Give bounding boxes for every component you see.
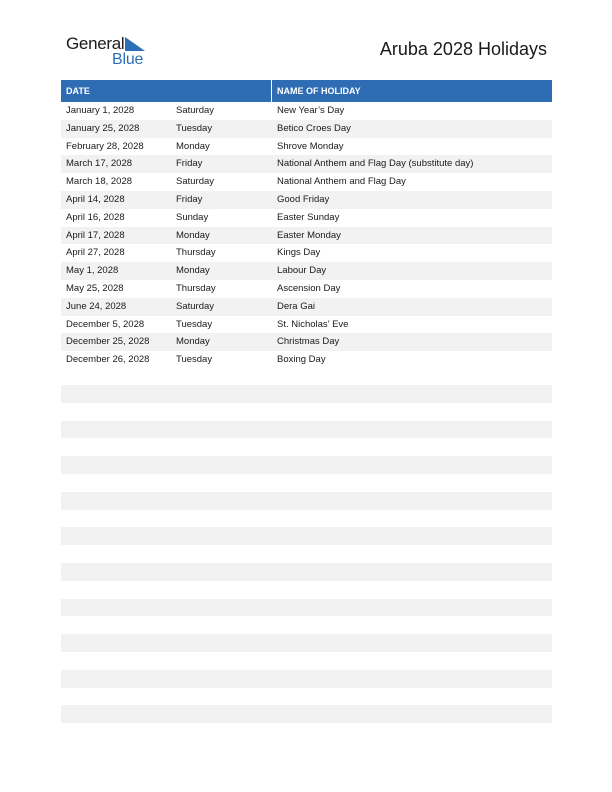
holiday-name: New Year’s Day bbox=[277, 105, 345, 116]
holiday-name: Dera Gai bbox=[277, 300, 316, 312]
table-row bbox=[61, 138, 552, 156]
holiday-name: Christmas Day bbox=[277, 336, 340, 348]
column-header-name: NAME OF HOLIDAY bbox=[277, 86, 361, 96]
table-row bbox=[61, 244, 552, 262]
page-title: Aruba 2028 Holidays bbox=[379, 39, 547, 59]
empty-row bbox=[61, 456, 552, 474]
table-row bbox=[61, 155, 552, 173]
holiday-date: December 5, 2028 bbox=[66, 318, 145, 330]
holiday-date: January 25, 2028 bbox=[66, 122, 140, 134]
table-row bbox=[61, 102, 552, 120]
holidays-table bbox=[61, 80, 552, 369]
table-row bbox=[61, 173, 552, 191]
empty-row bbox=[61, 474, 552, 492]
table-row bbox=[61, 316, 552, 334]
empty-row bbox=[61, 492, 552, 510]
holiday-weekday: Thursday bbox=[176, 247, 216, 259]
holiday-name: Kings Day bbox=[277, 247, 321, 259]
table-row bbox=[61, 209, 552, 227]
empty-row bbox=[61, 616, 552, 634]
empty-row bbox=[61, 688, 552, 706]
holiday-weekday: Tuesday bbox=[176, 354, 213, 366]
table-row bbox=[61, 280, 552, 298]
holiday-weekday: Monday bbox=[176, 229, 210, 241]
holiday-date: March 17, 2028 bbox=[66, 158, 133, 170]
table-row bbox=[61, 191, 552, 209]
holiday-weekday: Friday bbox=[176, 158, 203, 170]
holiday-name: Shrove Monday bbox=[277, 140, 344, 152]
holiday-date: February 28, 2028 bbox=[66, 140, 144, 152]
holiday-name: Ascension Day bbox=[277, 282, 341, 294]
empty-row bbox=[61, 510, 552, 528]
empty-row bbox=[61, 634, 552, 652]
holiday-weekday: Monday bbox=[176, 140, 210, 152]
column-header-date: DATE bbox=[66, 86, 90, 96]
holiday-weekday: Saturday bbox=[176, 176, 215, 188]
holiday-weekday: Sunday bbox=[176, 211, 209, 223]
holiday-date: December 25, 2028 bbox=[66, 336, 150, 348]
empty-row bbox=[61, 599, 552, 617]
empty-row bbox=[61, 652, 552, 670]
holiday-date: May 1, 2028 bbox=[66, 265, 119, 277]
empty-row bbox=[61, 581, 552, 599]
holiday-name: Easter Sunday bbox=[277, 211, 340, 223]
empty-row bbox=[61, 385, 552, 403]
holiday-weekday: Saturday bbox=[176, 105, 215, 116]
holiday-name: Boxing Day bbox=[277, 354, 326, 366]
holiday-date: April 17, 2028 bbox=[66, 229, 125, 241]
table-row bbox=[61, 227, 552, 245]
holiday-date: June 24, 2028 bbox=[66, 300, 127, 312]
logo-text-blue: Blue bbox=[112, 51, 144, 68]
holiday-name: Easter Monday bbox=[277, 229, 341, 241]
empty-row bbox=[61, 563, 552, 581]
table-row bbox=[61, 298, 552, 316]
table-row bbox=[61, 333, 552, 351]
holiday-weekday: Friday bbox=[176, 193, 203, 205]
generalblue-logo bbox=[66, 34, 166, 70]
holiday-weekday: Saturday bbox=[176, 300, 215, 312]
holiday-weekday: Monday bbox=[176, 336, 210, 348]
holiday-date: May 25, 2028 bbox=[66, 282, 124, 294]
table-header bbox=[61, 80, 552, 102]
holiday-weekday: Monday bbox=[176, 265, 210, 277]
holiday-name: Good Friday bbox=[277, 193, 330, 205]
empty-row bbox=[61, 527, 552, 545]
holiday-name: National Anthem and Flag Day bbox=[277, 176, 406, 188]
table-row bbox=[61, 120, 552, 138]
blank-table-rows bbox=[61, 385, 552, 723]
empty-row bbox=[61, 545, 552, 563]
table-body bbox=[61, 102, 552, 369]
empty-row bbox=[61, 705, 552, 723]
holiday-date: April 16, 2028 bbox=[66, 211, 125, 223]
holiday-date: December 26, 2028 bbox=[66, 354, 150, 366]
holiday-weekday: Tuesday bbox=[176, 318, 213, 330]
header-divider bbox=[271, 80, 272, 102]
logo-text-general: General bbox=[66, 34, 125, 53]
empty-row bbox=[61, 438, 552, 456]
empty-row bbox=[61, 421, 552, 439]
logo-triangle-icon bbox=[125, 37, 145, 51]
holiday-date: January 1, 2028 bbox=[66, 105, 135, 116]
holiday-name: St. Nicholas’ Eve bbox=[277, 318, 349, 330]
table-row bbox=[61, 351, 552, 369]
holiday-date: April 14, 2028 bbox=[66, 193, 125, 205]
holiday-name: National Anthem and Flag Day (substitute day) bbox=[277, 158, 474, 170]
empty-row bbox=[61, 670, 552, 688]
empty-row bbox=[61, 403, 552, 421]
holiday-weekday: Thursday bbox=[176, 282, 216, 294]
holiday-date: March 18, 2028 bbox=[66, 176, 133, 188]
holiday-weekday: Tuesday bbox=[176, 122, 213, 134]
table-row bbox=[61, 262, 552, 280]
holiday-name: Labour Day bbox=[277, 265, 327, 277]
holiday-date: April 27, 2028 bbox=[66, 247, 125, 259]
holiday-name: Betico Croes Day bbox=[277, 122, 351, 134]
